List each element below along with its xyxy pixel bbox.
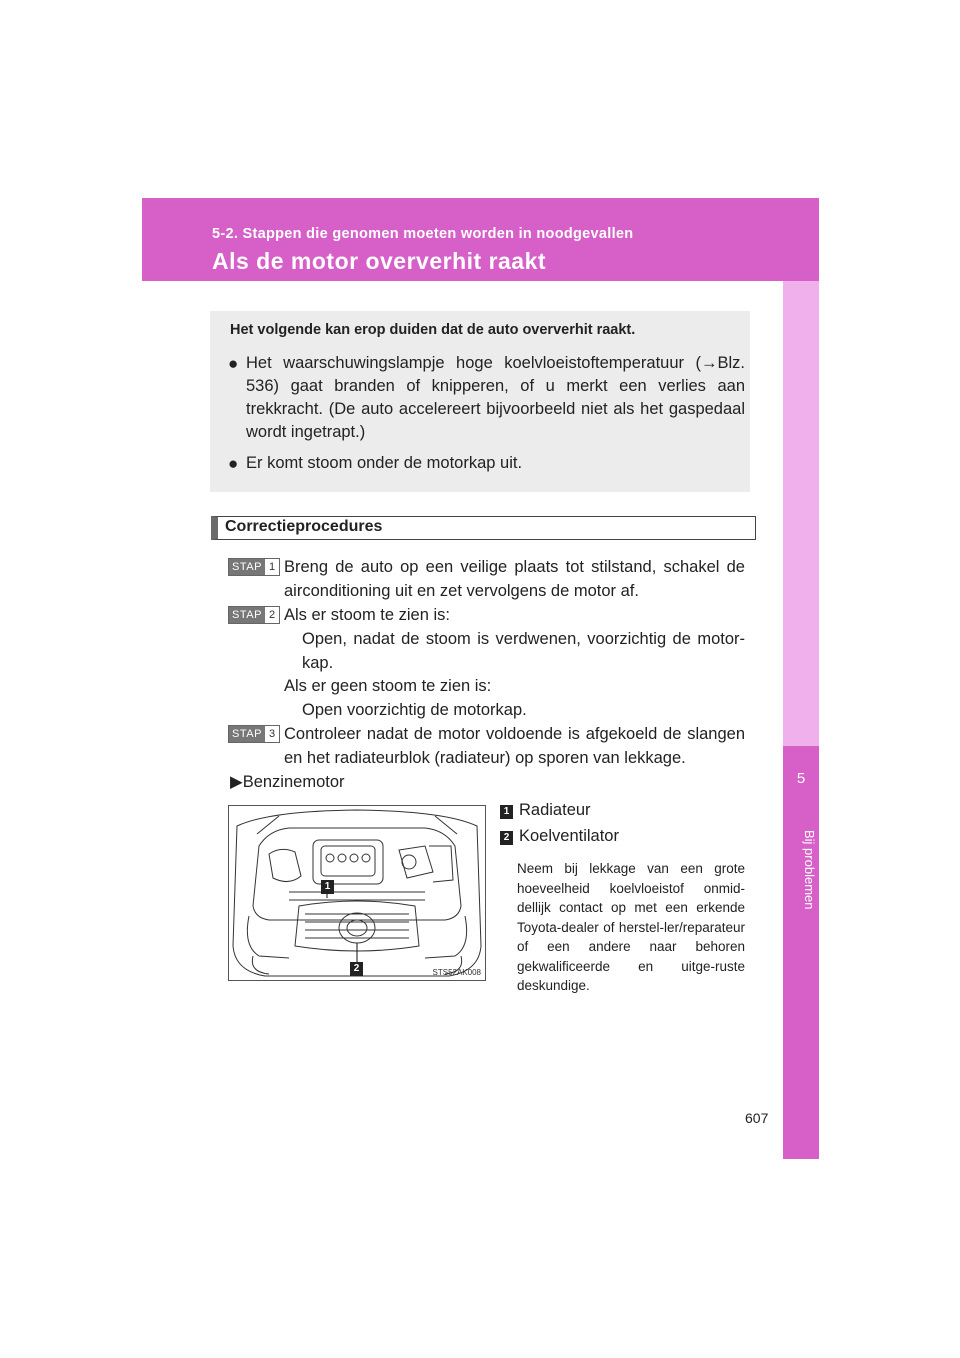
engine-variant-label: Benzinemotor: [242, 773, 345, 791]
bullet-icon: ●: [228, 454, 239, 473]
legend-label: Koelventilator: [519, 827, 619, 845]
step-label: STAP: [229, 559, 265, 575]
legend-badge: 2: [500, 831, 513, 845]
triangle-right-icon: ▶: [230, 773, 243, 791]
procedure-heading-text: Correctieprocedures: [225, 518, 383, 535]
bullet-icon: ●: [228, 354, 239, 373]
page-number: 607: [745, 1110, 769, 1126]
step-badge: [228, 606, 280, 624]
leak-note: Neem bij lekkage van een grote hoeveelheid koelvloeistof onmid-dellijk contact op met een erkende Toyota-dealer of herstel-ler/reparateur of een andere naar behoren gekwalificeerde en uitge-ruste deskundige.: [517, 861, 745, 993]
step-substep: Open voorzichtig de motorkap.: [302, 701, 527, 719]
engine-bay-illustration: [229, 806, 485, 980]
chapter-title: Bij problemen: [802, 830, 817, 910]
chapter-header: [142, 198, 819, 281]
step-number: 2: [265, 607, 279, 623]
bullet-text: Het waarschuwingslampje hoge koelvloeistoftemperatuur (→Blz. 536) gaat branden of knipperen, of u merkt een verlies aan trekkracht. (De auto accelereert bijvoorbeeld niet als het gaspedaal wordt ingetrapt.): [246, 354, 745, 441]
info-box: [210, 311, 750, 492]
figure-callout-2: 2: [350, 962, 363, 976]
step-number: 1: [265, 559, 279, 575]
info-intro: Het volgende kan erop duiden dat de auto oververhit raakt.: [230, 322, 636, 338]
legend-label: Radiateur: [519, 801, 591, 819]
step-text: Als er stoom te zien is:: [284, 606, 450, 624]
figure-callout-1: 1: [321, 880, 334, 894]
chapter-number: 5: [796, 770, 806, 787]
engine-figure: [228, 805, 486, 981]
procedure-heading: [211, 516, 756, 540]
side-tab-active-chapter[interactable]: [783, 746, 819, 1159]
bullet-text: Er komt stoom onder de motorkap uit.: [246, 454, 523, 472]
step-number: 3: [265, 726, 279, 742]
step-text: Breng de auto op een veilige plaats tot stilstand, schakel de airconditioning uit en zet vervolgens de motor af.: [284, 558, 745, 600]
legend-badge: 1: [500, 805, 513, 819]
step-condition: Als er geen stoom te zien is:: [284, 677, 492, 695]
step-substep: Open, nadat de stoom is verdwenen, voorzichtig de motor-kap.: [302, 630, 745, 672]
step-label: STAP: [229, 607, 265, 623]
figure-code: STS52AK008: [432, 968, 481, 977]
page-title: Als de motor oververhit raakt: [212, 248, 547, 274]
step-badge: [228, 558, 280, 576]
step-label: STAP: [229, 726, 265, 742]
section-label: 5-2. Stappen die genomen moeten worden in noodgevallen: [212, 226, 634, 242]
step-badge: [228, 725, 280, 743]
engine-variant: [230, 770, 345, 794]
step-text: Controleer nadat de motor voldoende is afgekoeld de slangen en het radiateurblok (radiateur) op sporen van lekkage.: [284, 725, 745, 767]
